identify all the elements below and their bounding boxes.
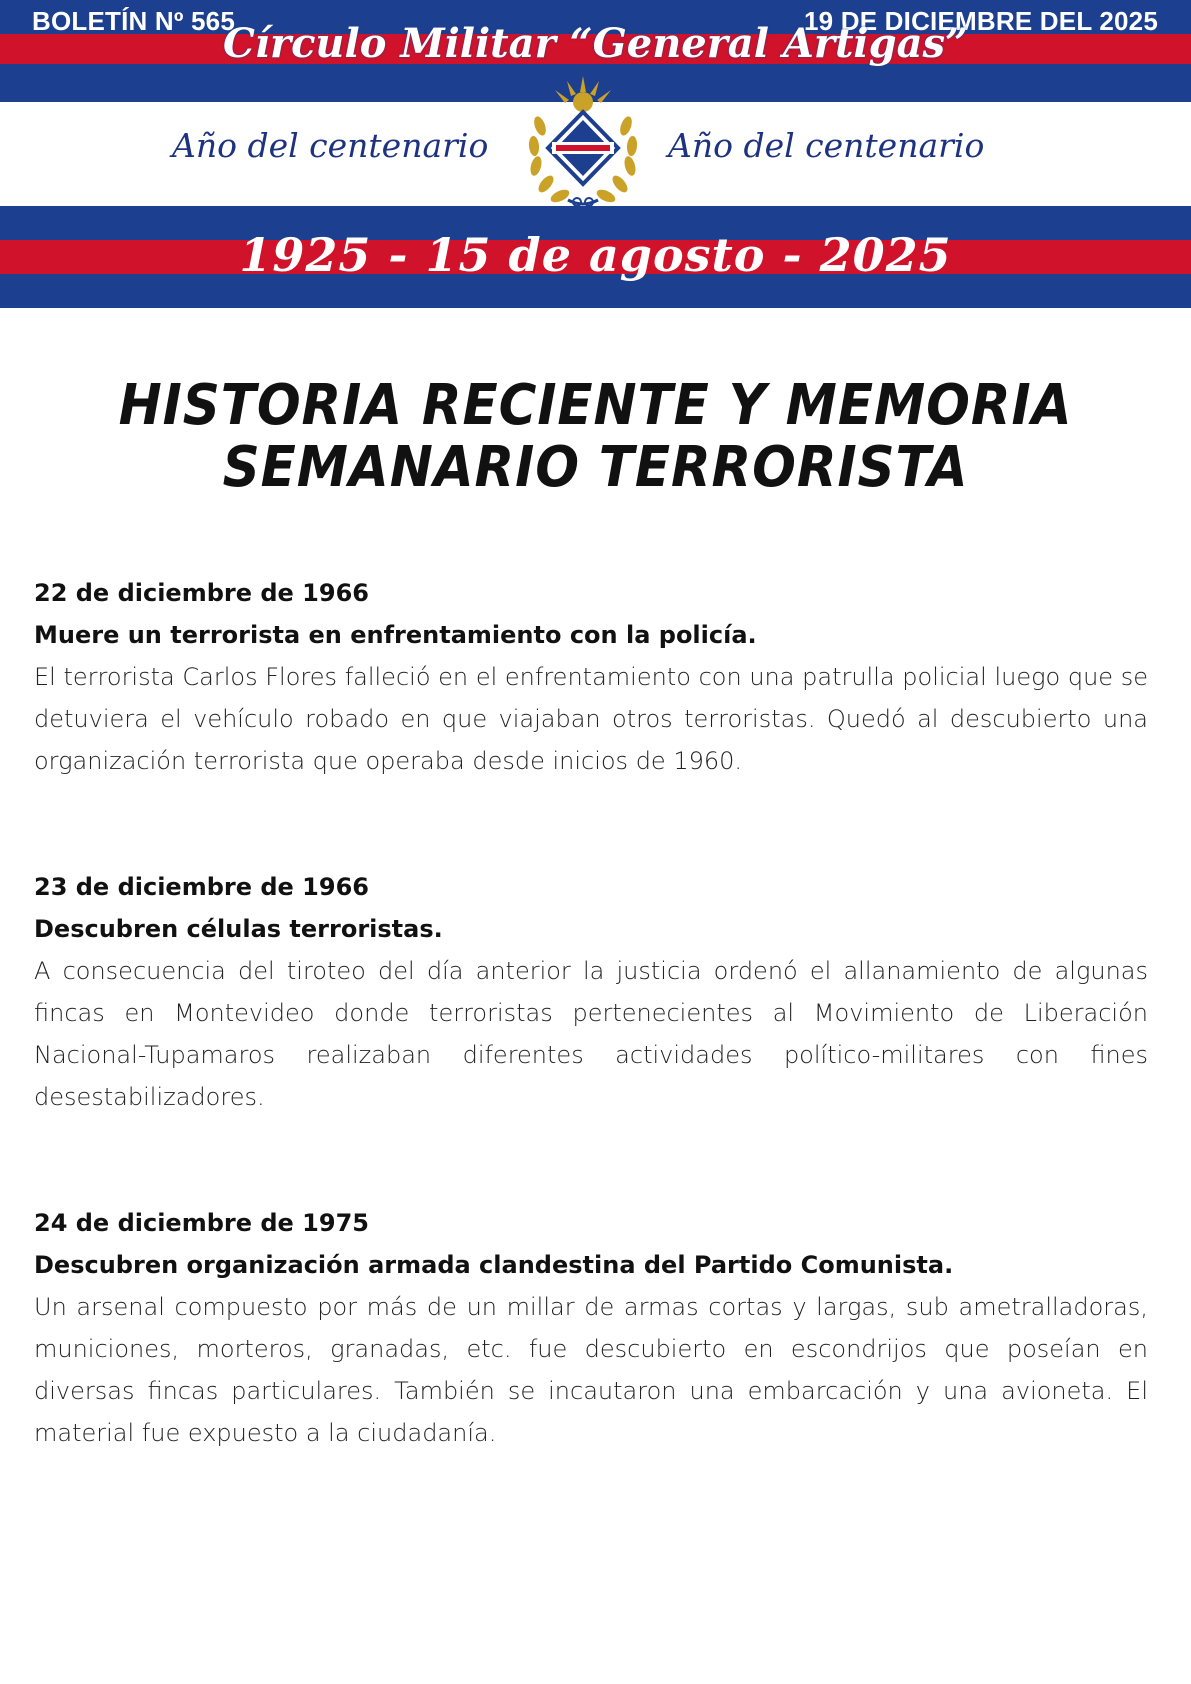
centenary-label-right: Año del centenario [668,126,985,165]
entry-date: 24 de diciembre de 1975 [34,1209,369,1237]
bulletin-date: 19 DE DICIEMBRE DEL 2025 [804,6,1158,36]
entry-body: A consecuencia del tiroteo del día anterior la justicia ordenó el allanamiento de algunas fincas en Montevideo donde terroristas pertenecientes al Movimiento de Liberación Nacional-Tupamaros realizaban diferentes actividades político-militares con fines desestabilizadores. [34,957,1148,1111]
club-name: Círculo Militar “General Artigas” [222,20,969,67]
entry-headline: Descubren organización armada clandestina del Partido Comunista. [34,1251,954,1279]
history-entry [34,866,1148,1118]
entry-date: 22 de diciembre de 1966 [34,579,369,607]
page-title [48,375,1144,499]
history-entry [34,1202,1148,1454]
entry-headline: Descubren células terroristas. [34,915,443,943]
entry-body: Un arsenal compuesto por más de un millar de armas cortas y largas, sub ametralladoras, municiones, morteros, granadas, etc. fue descubierto en escondrijos que poseían en diversas fincas particulares. También se incautaron una embarcación y una avioneta. El material fue expuesto a la ciudadanía. [34,1293,1148,1447]
entry-body: El terrorista Carlos Flores falleció en el enfrentamiento con una patrulla policial luego que se detuviera el vehículo robado en que viajaban otros terroristas. Quedó al descubierto una organización terrorista que operaba desde inicios de 1960. [34,663,1148,775]
entry-headline: Muere un terrorista en enfrentamiento con la policía. [34,621,757,649]
centenary-label-left: Año del centenario [172,126,489,165]
anniversary-dates: 1925 - 15 de agosto - 2025 [239,228,952,282]
bulletin-number: BOLETÍN Nº 565 [32,6,236,36]
club-crest-icon [522,76,644,212]
page-title-line-2: SEMANARIO TERRORISTA [222,435,969,500]
history-entry [34,572,1148,782]
entry-date: 23 de diciembre de 1966 [34,873,369,901]
page-title-line-1: HISTORIA RECIENTE Y MEMORIA [118,373,1073,438]
